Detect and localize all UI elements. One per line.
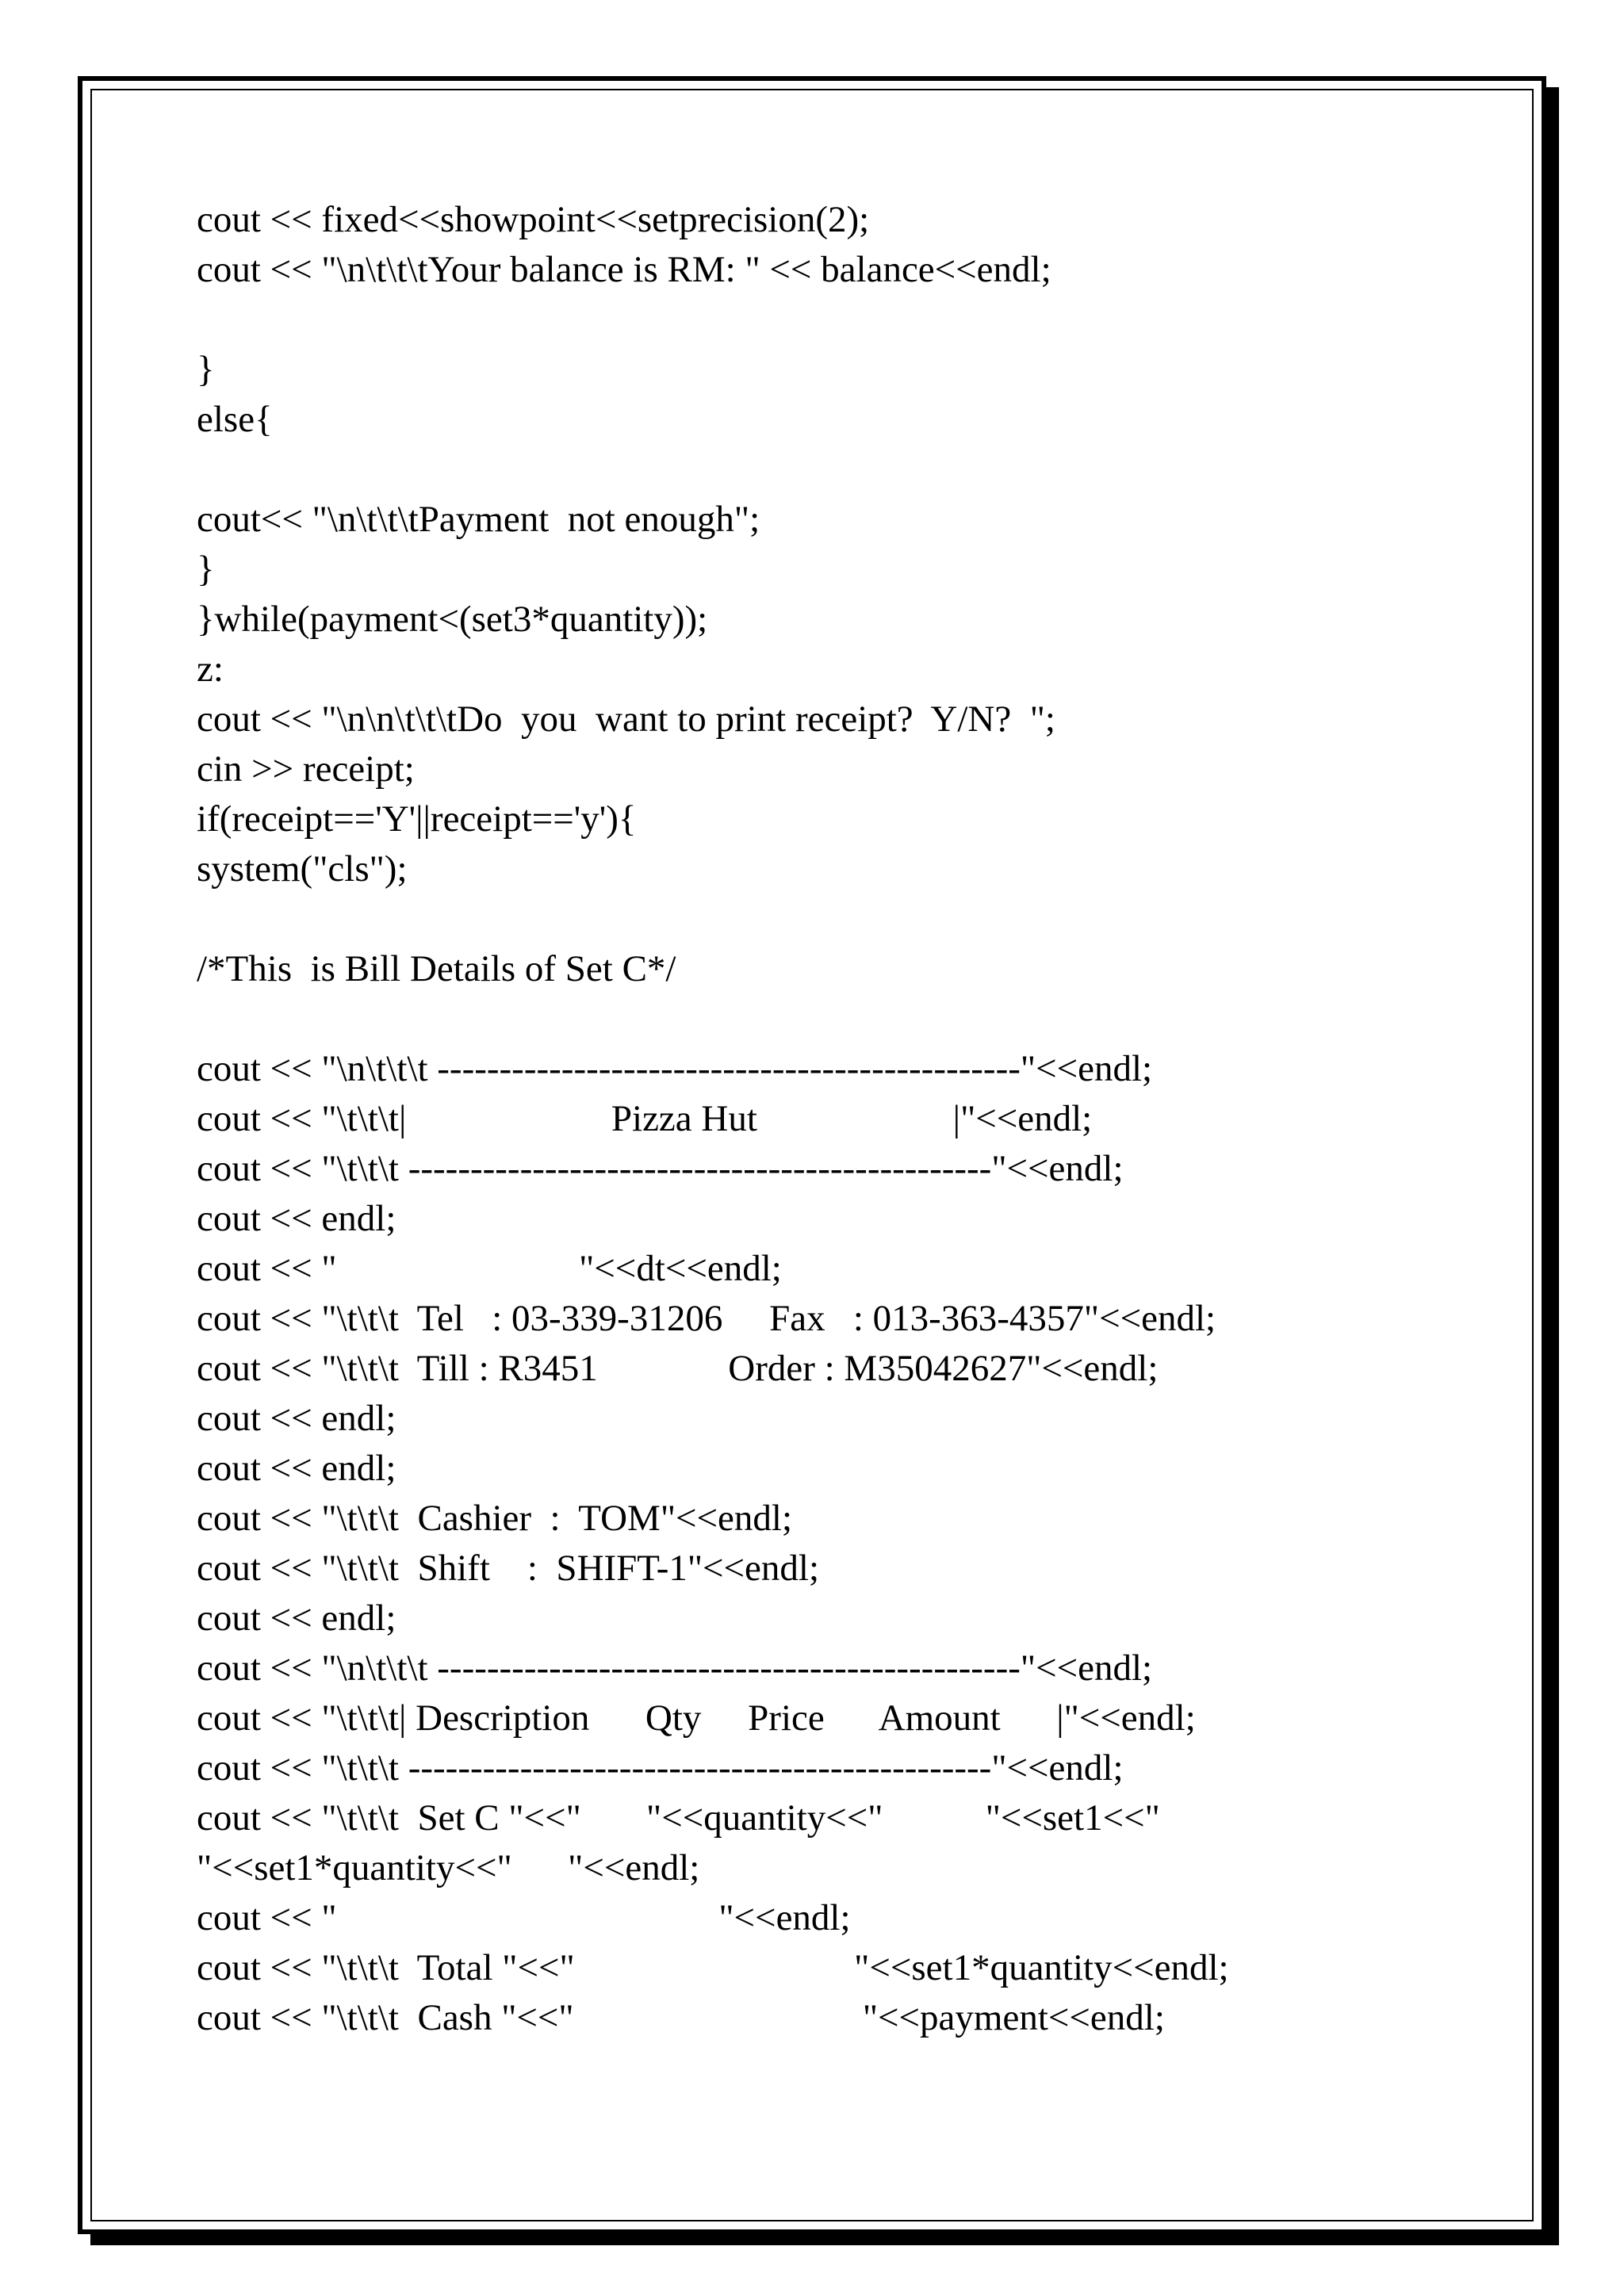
code-line-5: else{ bbox=[197, 399, 273, 440]
code-line-7: cout<< "\n\t\t\tPayment not enough"; bbox=[197, 499, 760, 540]
code-line-28: cout << "\t\t\t Shift : SHIFT-1"<<endl; bbox=[197, 1548, 820, 1589]
code-line-8: } bbox=[197, 549, 215, 590]
code-line-2: cout << "\n\t\t\tYour balance is RM: " << balance<<endl; bbox=[197, 249, 1051, 290]
code-line-22: cout << " "<<dt<<endl; bbox=[197, 1248, 782, 1289]
code-line-13: if(receipt=='Y'||receipt=='y'){ bbox=[197, 798, 637, 840]
code-line-25: cout << endl; bbox=[197, 1398, 396, 1439]
code-line-36: cout << "\t\t\t Total "<<" "<<set1*quantity<<endl; bbox=[197, 1947, 1229, 1988]
code-line-35: cout << " "<<endl; bbox=[197, 1897, 851, 1938]
code-line-33: cout << "\t\t\t Set C "<<" "<<quantity<<" "<<set1<<" bbox=[197, 1797, 1160, 1839]
code-line-21: cout << endl; bbox=[197, 1198, 396, 1239]
code-line-19: cout << "\t\t\t| Pizza Hut |"<<endl; bbox=[197, 1098, 1093, 1139]
code-line-27: cout << "\t\t\t Cashier : TOM"<<endl; bbox=[197, 1498, 793, 1539]
code-line-14: system("cls"); bbox=[197, 848, 408, 890]
code-line-24: cout << "\t\t\t Till : R3451 Order : M35042627"<<endl; bbox=[197, 1348, 1159, 1389]
code-line-12: cin >> receipt; bbox=[197, 748, 415, 790]
code-line-31: cout << "\t\t\t| Description Qty Price Amount |"<<endl; bbox=[197, 1697, 1196, 1739]
code-line-11: cout << "\n\n\t\t\tDo you want to print receipt? Y/N? "; bbox=[197, 698, 1055, 740]
code-line-37: cout << "\t\t\t Cash "<<" "<<payment<<endl; bbox=[197, 1997, 1165, 2038]
code-line-30: cout << "\n\t\t\t -----------------------------------------------"<<endl; bbox=[197, 1647, 1153, 1689]
code-listing bbox=[197, 195, 1481, 2038]
code-line-9: }while(payment<(set3*quantity)); bbox=[197, 599, 708, 640]
code-line-20: cout << "\t\t\t -----------------------------------------------"<<endl; bbox=[197, 1148, 1124, 1189]
code-line-18: cout << "\n\t\t\t -----------------------------------------------"<<endl; bbox=[197, 1048, 1153, 1089]
code-line-29: cout << endl; bbox=[197, 1598, 396, 1639]
code-line-1: cout << fixed<<showpoint<<setprecision(2); bbox=[197, 199, 870, 240]
code-comment: /*This is Bill Details of Set C*/ bbox=[197, 948, 676, 989]
code-line-23: cout << "\t\t\t Tel : 03-339-31206 Fax : 013-363-4357"<<endl; bbox=[197, 1298, 1216, 1339]
code-line-10: z: bbox=[197, 649, 224, 690]
code-line-4: } bbox=[197, 349, 215, 390]
code-line-26: cout << endl; bbox=[197, 1448, 396, 1489]
code-line-32: cout << "\t\t\t -----------------------------------------------"<<endl; bbox=[197, 1747, 1124, 1789]
code-line-34: "<<set1*quantity<<" "<<endl; bbox=[197, 1847, 700, 1888]
